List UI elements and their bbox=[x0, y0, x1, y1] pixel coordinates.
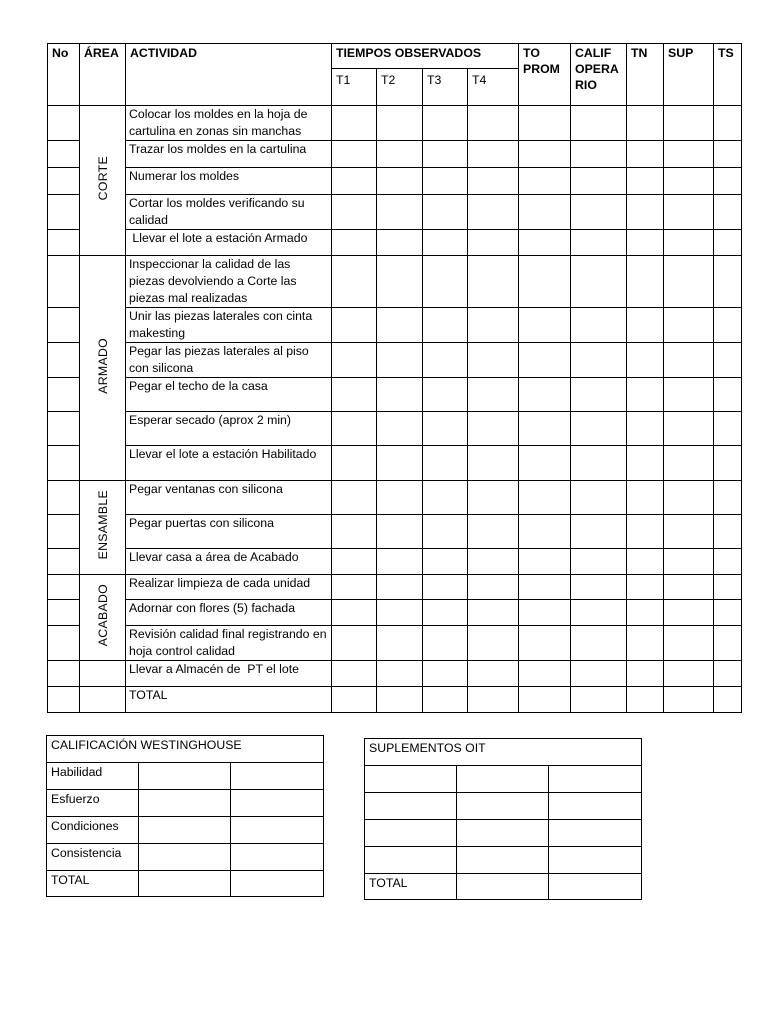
activity-label: Adornar con flores (5) fachada bbox=[126, 600, 332, 626]
area-ensamble: ENSAMBLE bbox=[80, 481, 126, 575]
table-row bbox=[48, 575, 742, 600]
activity-label: Unir las piezas laterales con cinta makesting bbox=[126, 308, 332, 343]
activity-label: Pegar el techo de la casa bbox=[126, 378, 332, 412]
table-row bbox=[48, 626, 742, 661]
activity-label: Llevar a Almacén de PT el lote bbox=[126, 661, 332, 687]
header-sup: SUP bbox=[664, 44, 714, 106]
time-study-table bbox=[47, 43, 742, 713]
westinghouse-table bbox=[46, 735, 324, 897]
cell-no bbox=[48, 481, 80, 515]
table-row bbox=[48, 446, 742, 481]
table-row bbox=[48, 141, 742, 168]
table-row bbox=[48, 378, 742, 412]
header-t4: T4 bbox=[468, 69, 519, 106]
table-row bbox=[48, 515, 742, 549]
cell-no bbox=[48, 412, 80, 446]
suplementos-total-label: TOTAL bbox=[365, 874, 457, 900]
cell-no bbox=[48, 687, 80, 713]
header-no: No bbox=[48, 44, 80, 106]
cell-no bbox=[48, 446, 80, 481]
area-corte: CORTE bbox=[80, 106, 126, 256]
cell-no bbox=[48, 308, 80, 343]
area-armado: ARMADO bbox=[80, 256, 126, 481]
table-row bbox=[48, 256, 742, 308]
activity-label: Pegar ventanas con silicona bbox=[126, 481, 332, 515]
header-to-prom: TO PROM bbox=[519, 44, 571, 106]
table-row bbox=[48, 195, 742, 230]
activity-label: Trazar los moldes en la cartulina bbox=[126, 141, 332, 168]
activity-label: Colocar los moldes en la hoja de cartulina en zonas sin manchas bbox=[126, 106, 332, 141]
activity-label: Llevar el lote a estación Habilitado bbox=[126, 446, 332, 481]
cell-no bbox=[48, 661, 80, 687]
cell-no bbox=[48, 600, 80, 626]
table-row bbox=[48, 343, 742, 378]
cell-no bbox=[48, 230, 80, 256]
cell-no bbox=[48, 626, 80, 661]
activity-label: Llevar casa a área de Acabado bbox=[126, 549, 332, 575]
total-row bbox=[48, 687, 742, 713]
header-t2: T2 bbox=[377, 69, 423, 106]
cell-area bbox=[80, 661, 126, 687]
cell-no bbox=[48, 256, 80, 308]
table-row bbox=[48, 661, 742, 687]
header-actividad: ACTIVIDAD bbox=[126, 44, 332, 106]
cell-no bbox=[48, 106, 80, 141]
cell-no bbox=[48, 549, 80, 575]
activity-label: Numerar los moldes bbox=[126, 168, 332, 195]
header-tn: TN bbox=[627, 44, 664, 106]
header-calif-operario: CALIF OPERA RIO bbox=[571, 44, 627, 106]
activity-label: Revisión calidad final registrando en hoja control calidad bbox=[126, 626, 332, 661]
table-row bbox=[48, 600, 742, 626]
cell-area bbox=[80, 687, 126, 713]
westinghouse-row-label: Habilidad bbox=[47, 763, 139, 790]
westinghouse-title: CALIFICACIÓN WESTINGHOUSE bbox=[47, 736, 324, 763]
total-label: TOTAL bbox=[126, 687, 332, 713]
activity-label: Llevar el lote a estación Armado bbox=[126, 230, 332, 256]
westinghouse-row-label: Consistencia bbox=[47, 844, 139, 871]
table-row bbox=[48, 230, 742, 256]
suplementos-title: SUPLEMENTOS OIT bbox=[365, 739, 642, 766]
header-ts: TS bbox=[714, 44, 742, 106]
activity-label: Realizar limpieza de cada unidad bbox=[126, 575, 332, 600]
activity-label: Esperar secado (aprox 2 min) bbox=[126, 412, 332, 446]
table-row bbox=[48, 308, 742, 343]
table-row bbox=[48, 106, 742, 141]
activity-label: Pegar las piezas laterales al piso con silicona bbox=[126, 343, 332, 378]
table-row bbox=[48, 168, 742, 195]
header-t1: T1 bbox=[332, 69, 377, 106]
area-acabado: ACABADO bbox=[80, 575, 126, 661]
table-row bbox=[48, 481, 742, 515]
activity-label: Inspeccionar la calidad de las piezas devolviendo a Corte las piezas mal realizadas bbox=[126, 256, 332, 308]
cell-no bbox=[48, 343, 80, 378]
westinghouse-row-label: Condiciones bbox=[47, 817, 139, 844]
suplementos-table bbox=[364, 738, 642, 900]
westinghouse-total-label: TOTAL bbox=[47, 871, 139, 897]
cell-no bbox=[48, 378, 80, 412]
cell-no bbox=[48, 515, 80, 549]
header-t3: T3 bbox=[423, 69, 468, 106]
cell-no bbox=[48, 195, 80, 230]
cell-no bbox=[48, 168, 80, 195]
activity-label: Cortar los moldes verificando su calidad bbox=[126, 195, 332, 230]
westinghouse-row-label: Esfuerzo bbox=[47, 790, 139, 817]
cell-no bbox=[48, 141, 80, 168]
cell-no bbox=[48, 575, 80, 600]
table-row bbox=[48, 412, 742, 446]
activity-label: Pegar puertas con silicona bbox=[126, 515, 332, 549]
header-tiempos-observados: TIEMPOS OBSERVADOS bbox=[332, 44, 519, 69]
header-area: ÁREA bbox=[80, 44, 126, 106]
table-row bbox=[48, 549, 742, 575]
